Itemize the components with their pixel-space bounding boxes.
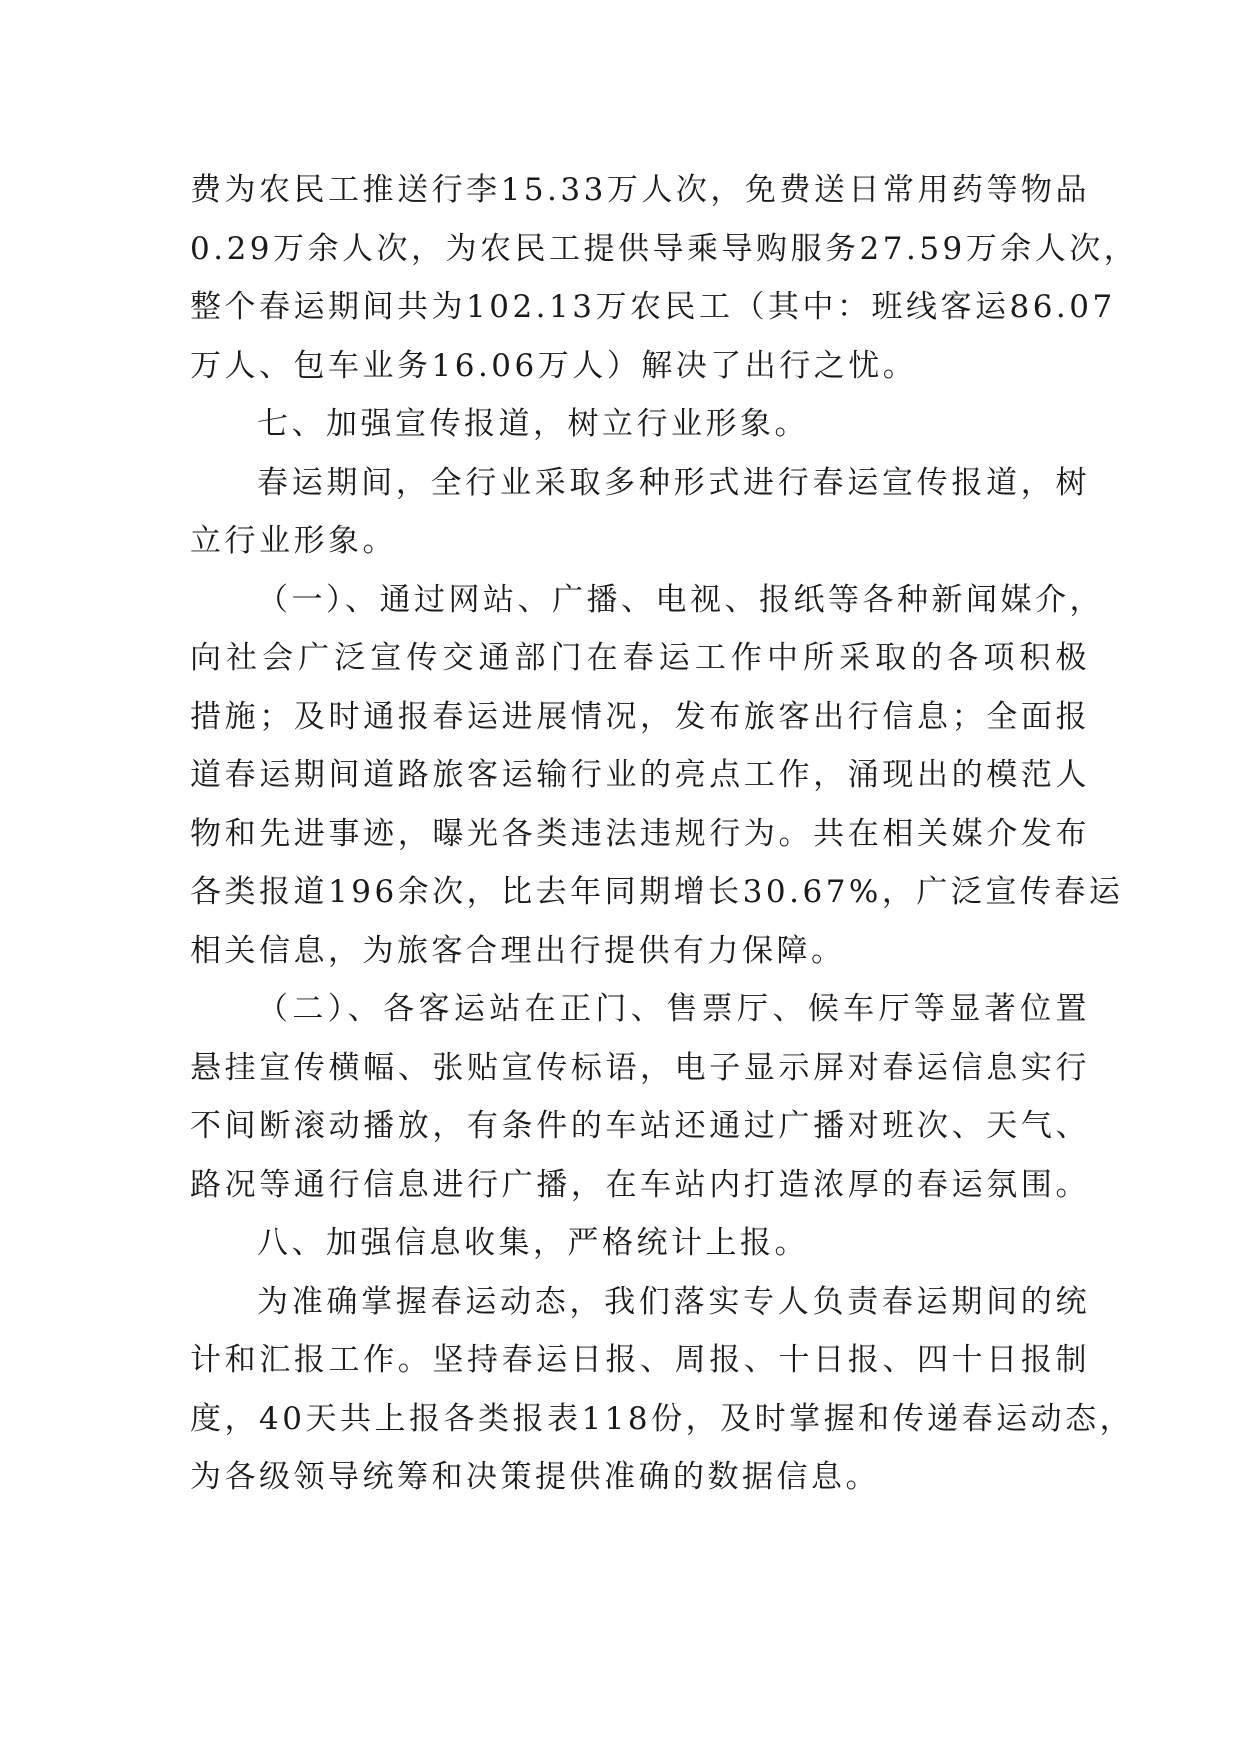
text-line: 为各级领导统筹和决策提供准确的数据信息。 [190, 1459, 880, 1495]
text-line: 度，40天共上报各类报表118份，及时掌握和传递春运动态， [190, 1401, 1135, 1437]
text-line: 费为农民工推送行李15.33万人次，免费送日常用药等物品 [190, 172, 1090, 208]
text-line: 路况等通行信息进行广播，在车站内打造浓厚的春运氛围。 [190, 1167, 1090, 1203]
text-line: 悬挂宣传横幅、张贴宣传标语，电子显示屏对春运信息实行 [190, 1050, 1090, 1086]
text-line: 措施；及时通报春运进展情况，发布旅客出行信息；全面报 [190, 699, 1090, 735]
text-line: 为准确掌握春运动态，我们落实专人负责春运期间的统 [257, 1284, 1090, 1320]
text-line: 各类报道196余次，比去年同期增长30.67%，广泛宣传春运 [190, 874, 1124, 910]
text-line: （一）、通过网站、广播、电视、报纸等各种新闻媒介， [257, 582, 1104, 618]
text-line: 相关信息，为旅客合理出行提供有力保障。 [190, 933, 846, 969]
text-line: 整个春运期间共为102.13万农民工（其中：班线客运86.07 [190, 289, 1116, 325]
text-line: 道春运期间道路旅客运输行业的亮点工作，涌现出的模范人 [190, 757, 1090, 793]
text-line: 计和汇报工作。坚持春运日报、周报、十日报、四十日报制 [190, 1342, 1090, 1378]
text-line: 物和先进事迹，曝光各类违法违规行为。共在相关媒介发布 [190, 816, 1090, 852]
text-line: 不间断滚动播放，有条件的车站还通过广播对班次、天气、 [190, 1108, 1090, 1144]
text-line: （二）、各客运站在正门、售票厅、候车厅等显著位置 [257, 991, 1090, 1027]
text-line: 向社会广泛宣传交通部门在春运工作中所采取的各项积极 [190, 640, 1090, 676]
section-heading: 七、加强宣传报道，树立行业形象。 [257, 406, 809, 442]
text-line: 立行业形象。 [190, 523, 397, 559]
text-line: 万人、包车业务16.06万人）解决了出行之忧。 [190, 348, 918, 384]
text-line: 0.29万余人次，为农民工提供导乘导购服务27.59万余人次， [190, 231, 1139, 267]
section-heading: 八、加强信息收集，严格统计上报。 [257, 1225, 809, 1261]
text-line: 春运期间，全行业采取多种形式进行春运宣传报道，树 [257, 465, 1090, 501]
